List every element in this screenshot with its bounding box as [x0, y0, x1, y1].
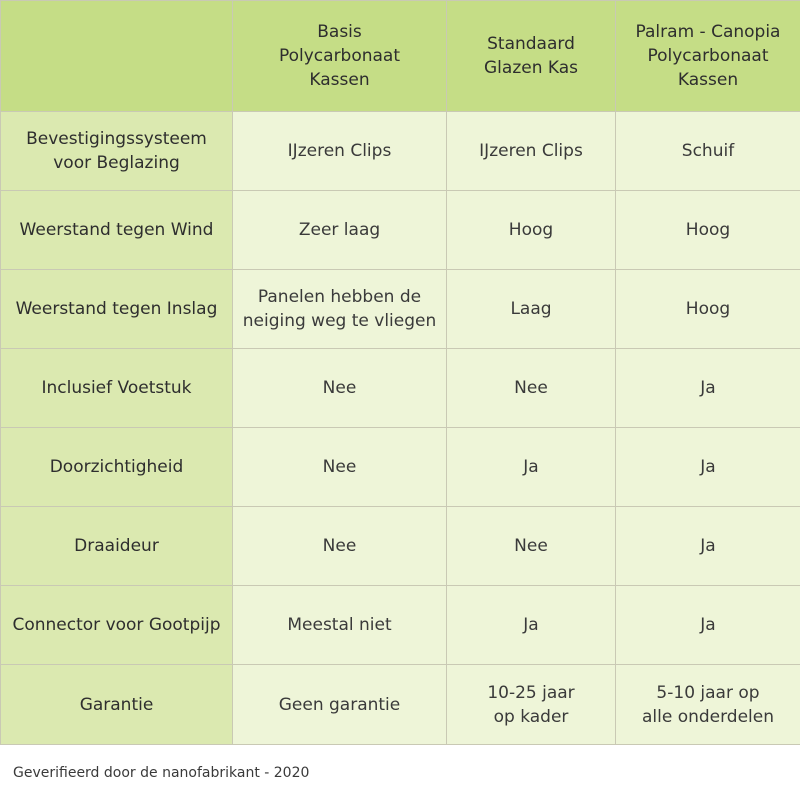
table-cell — [447, 428, 616, 507]
table-cell — [447, 507, 616, 586]
cell-text: 10-25 jaar — [487, 682, 575, 703]
table-row — [1, 270, 800, 349]
header-line: Polycarbonaat — [278, 46, 401, 66]
table-cell — [233, 507, 447, 586]
table-cell — [447, 665, 616, 745]
table-cell — [447, 349, 616, 428]
header-line: Glazen Kas — [484, 58, 578, 78]
table-row — [1, 191, 800, 270]
table-cell — [233, 586, 447, 665]
cell-text: Ja — [700, 536, 716, 556]
cell-text: Laag — [510, 299, 552, 319]
verification-caption: Geverifieerd door de nanofabrikant - 2020 — [13, 765, 310, 781]
table-row — [1, 665, 800, 745]
table-cell — [616, 270, 800, 349]
cell-text: Ja — [523, 615, 539, 635]
table-cell — [233, 191, 447, 270]
table-cell — [233, 349, 447, 428]
row-label — [1, 191, 233, 270]
column-header-basis — [233, 1, 447, 112]
cell-text: IJzeren Clips — [479, 141, 583, 161]
cell-text: IJzeren Clips — [287, 141, 392, 161]
header-line: Kassen — [309, 70, 370, 90]
cell-text: Nee — [322, 378, 357, 398]
row-label-line: Inclusief Voetstuk — [41, 378, 192, 398]
row-label — [1, 349, 233, 428]
cell-text: 5-10 jaar op — [656, 682, 760, 703]
table-cell — [447, 191, 616, 270]
table-cell — [233, 112, 447, 191]
header-line: Palram - Canopia — [635, 22, 781, 42]
table-cell — [233, 270, 447, 349]
row-label-line: Bevestigingssysteem — [26, 129, 207, 149]
row-label — [1, 112, 233, 191]
table-cell — [233, 665, 447, 745]
header-line: Polycarbonaat — [647, 46, 769, 66]
table-cell — [616, 665, 800, 745]
row-label — [1, 428, 233, 507]
table-cell — [447, 586, 616, 665]
cell-text: Zeer laag — [298, 220, 381, 240]
table-cell — [447, 112, 616, 191]
row-label — [1, 665, 233, 745]
cell-text: alle onderdelen — [641, 706, 775, 727]
table-row — [1, 112, 800, 191]
row-label — [1, 586, 233, 665]
row-label-line: Draaideur — [74, 536, 159, 556]
cell-text: Nee — [514, 378, 548, 398]
header-line: Kassen — [677, 70, 739, 90]
cell-text: op kader — [493, 706, 569, 727]
header-line: Basis — [317, 22, 362, 42]
row-label — [1, 507, 233, 586]
cell-text: Panelen hebben de — [257, 287, 422, 307]
cell-text: Schuif — [681, 141, 735, 161]
table-row — [1, 428, 800, 507]
table-cell — [233, 428, 447, 507]
cell-text: neiging weg te vliegen — [242, 311, 437, 331]
table-row — [1, 586, 800, 665]
row-label-line: Doorzichtigheid — [49, 457, 184, 477]
row-label-line: Weerstand tegen Wind — [19, 220, 214, 240]
row-label-line: Weerstand tegen Inslag — [15, 299, 218, 319]
cell-text: Ja — [700, 615, 716, 635]
table-cell — [616, 349, 800, 428]
cell-text: Hoog — [508, 220, 554, 240]
row-label-line: Garantie — [79, 694, 154, 715]
cell-text: Nee — [322, 457, 357, 477]
cell-text: Hoog — [685, 299, 731, 319]
table-cell — [616, 428, 800, 507]
corner-cell — [1, 1, 233, 112]
row-label-line: voor Beglazing — [53, 153, 180, 173]
cell-text: Meestal niet — [287, 615, 392, 635]
row-label-line: Connector voor Gootpijp — [12, 615, 221, 635]
table-cell — [616, 586, 800, 665]
table-cell — [616, 112, 800, 191]
header-row — [1, 1, 800, 112]
cell-text: Nee — [514, 536, 548, 556]
cell-text: Nee — [322, 536, 357, 556]
table-row — [1, 349, 800, 428]
cell-text: Hoog — [685, 220, 731, 240]
cell-text: Geen garantie — [278, 694, 401, 715]
header-line: Standaard — [487, 34, 575, 54]
column-header-palram — [616, 1, 800, 112]
column-header-standaard — [447, 1, 616, 112]
row-label — [1, 270, 233, 349]
table-cell — [616, 191, 800, 270]
cell-text: Ja — [700, 457, 716, 477]
cell-text: Ja — [523, 457, 539, 477]
table-cell — [616, 507, 800, 586]
table-cell — [447, 270, 616, 349]
cell-text: Ja — [700, 378, 716, 398]
table-row — [1, 507, 800, 586]
